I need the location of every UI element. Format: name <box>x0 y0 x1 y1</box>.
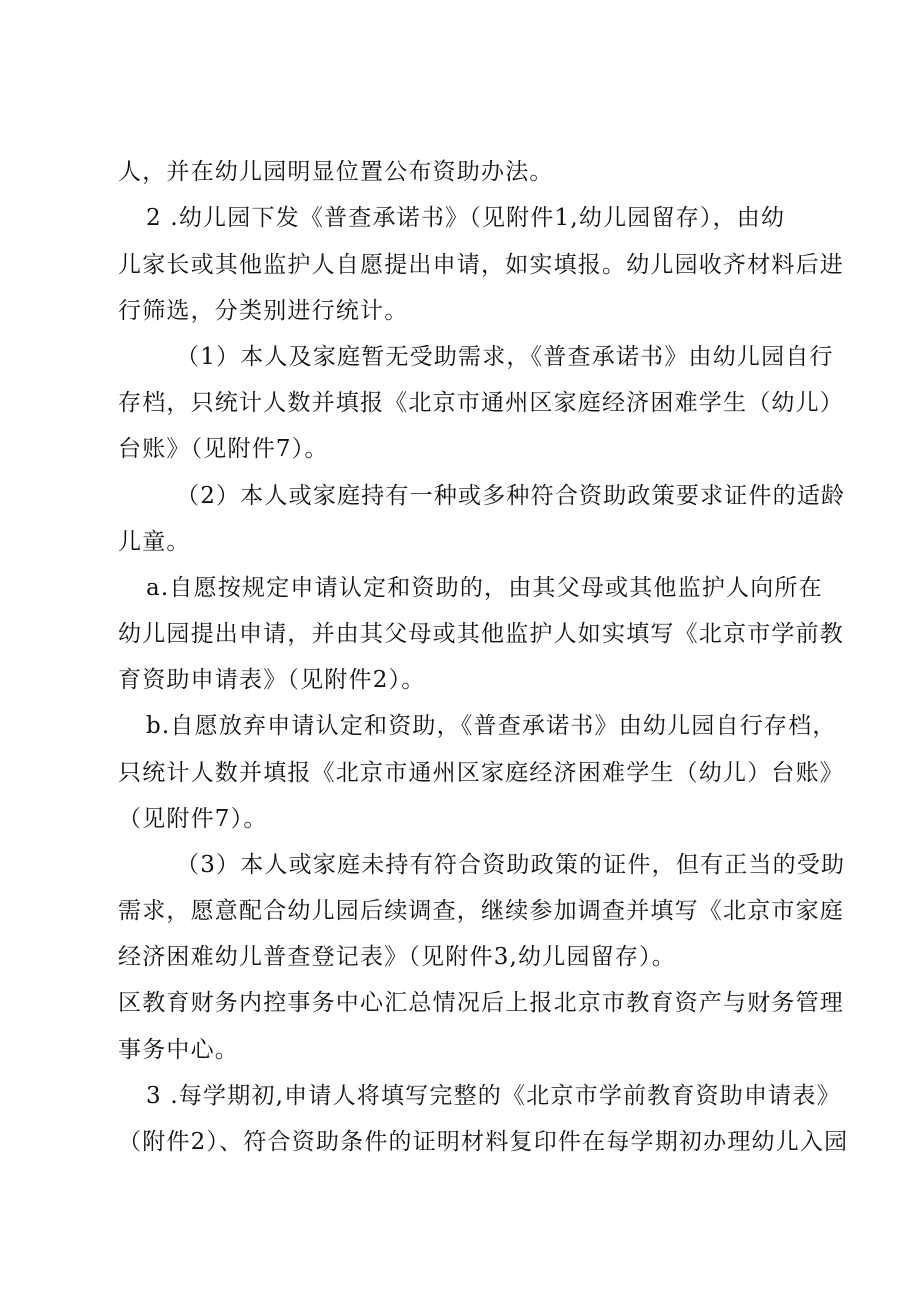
text-line: 需求，愿意配合幼儿园后续调查，继续参加调查并填写《北京市家庭 <box>118 898 844 924</box>
text-line: 人，并在幼儿园明显位置公布资助办法。 <box>118 159 554 185</box>
text-line: （附件2）、符合资助条件的证明材料复印件在每学期初办理幼儿入园 <box>118 1129 849 1155</box>
text-line: 儿童。 <box>118 529 191 555</box>
text-line: 行筛选，分类别进行统计。 <box>118 298 409 324</box>
text-line: （1）本人及家庭暂无受助需求，《普查承诺书》由幼儿园自行 <box>176 344 834 370</box>
text-line: 只统计人数并填报《北京市通州区家庭经济困难学生（幼儿）台账》 <box>118 760 844 786</box>
text-line: 育资助申请表》（见附件2）。 <box>118 667 426 693</box>
text-line: 区教育财务内控事务中心汇总情况后上报北京市教育资产与财务管理 <box>118 990 844 1016</box>
text-line: 幼儿园提出申请，并由其父母或其他监护人如实填写《北京市学前教 <box>118 621 844 647</box>
text-line: a.自愿按规定申请认定和资助的，由其父母或其他监护人向所在 <box>146 575 823 601</box>
text-line: 台账》（见附件7）。 <box>118 436 329 462</box>
text-line: （2）本人或家庭持有一种或多种符合资助政策要求证件的适龄 <box>176 483 846 509</box>
text-line: 事务中心。 <box>118 1037 239 1063</box>
text-line: 儿家长或其他监护人自愿提出申请，如实填报。幼儿园收齐材料后进 <box>118 252 844 278</box>
text-line: b.自愿放弃申请认定和资助，《普查承诺书》由幼儿园自行存档， <box>146 713 837 739</box>
text-line: 存档，只统计人数并填报《北京市通州区家庭经济困难学生（幼儿） <box>118 390 844 416</box>
text-line: 2 .幼儿园下发《普查承诺书》（见附件1,幼儿园留存），由幼 <box>146 205 786 231</box>
text-line: （3）本人或家庭未持有符合资助政策的证件，但有正当的受助 <box>176 852 846 878</box>
text-line: （见附件7）。 <box>118 806 268 832</box>
text-line: 3 .每学期初,申请人将填写完整的《北京市学前教育资助申请表》 <box>146 1083 841 1109</box>
text-line: 经济困难幼儿普查登记表》（见附件3,幼儿园留存）。 <box>118 944 676 970</box>
